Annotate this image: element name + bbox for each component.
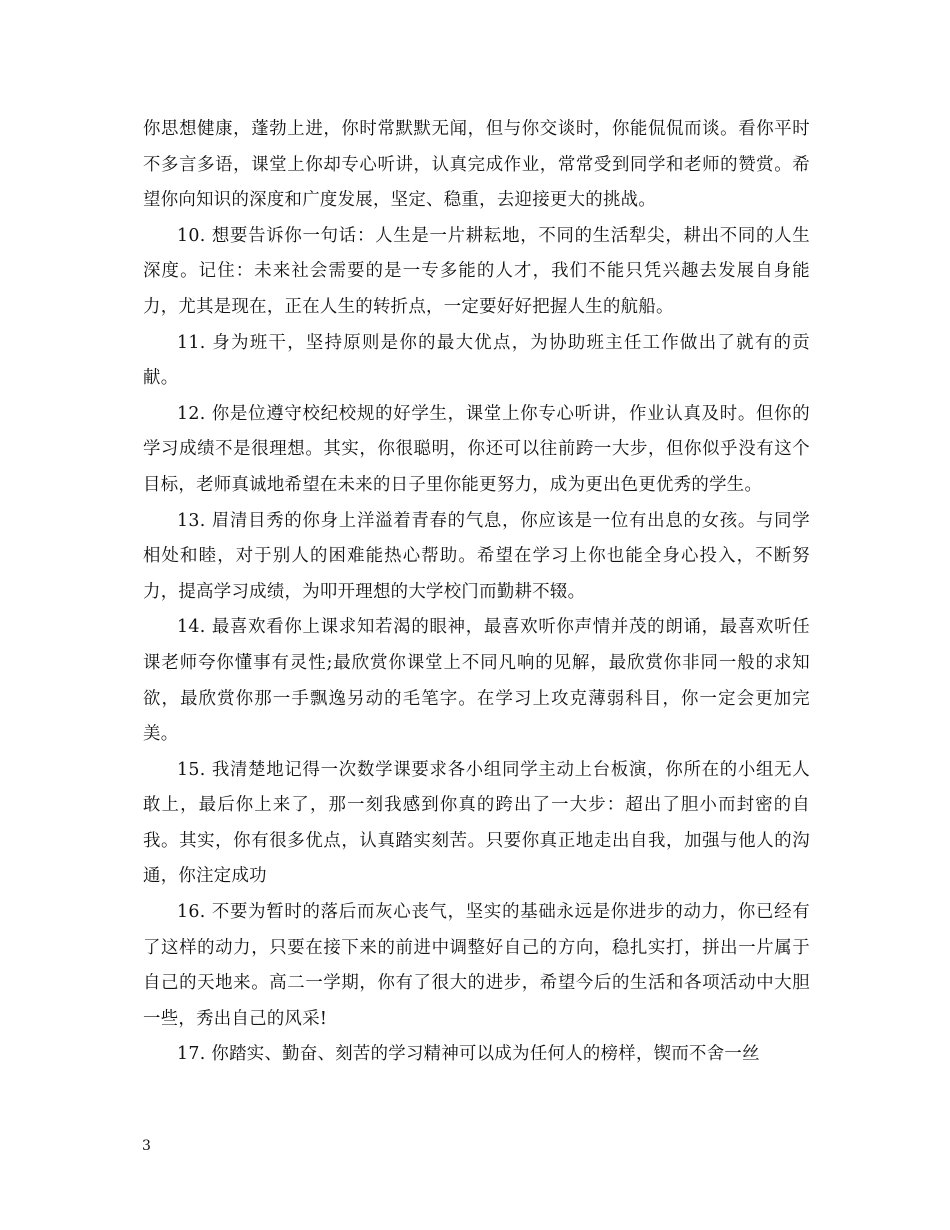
page-number: 3 [142,1138,151,1154]
paragraph-14: 14. 最喜欢看你上课求知若渴的眼神，最喜欢听你声情并茂的朗诵，最喜欢听任课老师夸你懂事有灵性;最欣赏你课堂上不同凡响的见解，最欣赏你非同一般的求知欲，最欣赏你那一手飘逸另动的毛笔字。在学习上攻克薄弱科目，你一定会更加完美。 [143,617,810,745]
paragraph-11: 11. 身为班干，坚持原则是你的最大优点，为协助班主任工作做出了就有的贡献。 [143,332,810,389]
paragraph-15: 15. 我清楚地记得一次数学课要求各小组同学主动上台板演，你所在的小组无人敢上，最后你上来了，那一刻我感到你真的跨出了一大步：超出了胆小而封密的自我。其实，你有很多优点，认真踏实刻苦。只要你真正地走出自我，加强与他人的沟通，你注定成功 [143,759,810,887]
body-text [143,112,810,1073]
paragraph-10: 10. 想要告诉你一句话：人生是一片耕耘地，不同的生活犁尖，耕出不同的人生深度。记住：未来社会需要的是一专多能的人才，我们不能只凭兴趣去发展自身能力，尤其是现在，正在人生的转折点，一定要好好把握人生的航船。 [143,225,810,317]
paragraph-13: 13. 眉清目秀的你身上洋溢着青春的气息，你应该是一位有出息的女孩。与同学相处和睦，对于别人的困难能热心帮助。希望在学习上你也能全身心投入，不断努力，提高学习成绩，为叩开理想的大学校门而勤耕不辍。 [143,510,810,602]
paragraph-12: 12. 你是位遵守校纪校规的好学生，课堂上你专心听讲，作业认真及时。但你的学习成绩不是很理想。其实，你很聪明，你还可以往前跨一大步，但你似乎没有这个目标，老师真诚地希望在未来的日子里你能更努力，成为更出色更优秀的学生。 [143,403,810,495]
paragraph-16: 16. 不要为暂时的落后而灰心丧气，坚实的基础永远是你进步的动力，你已经有了这样的动力，只要在接下来的前进中调整好自己的方向，稳扎实打，拼出一片属于自己的天地来。高二一学期，你有了很大的进步，希望今后的生活和各项活动中大胆一些，秀出自己的风采! [143,902,810,1029]
paragraph-intro: 你思想健康，蓬勃上进，你时常默默无闻，但与你交谈时，你能侃侃而谈。看你平时不多言多语，课堂上你却专心听讲，认真完成作业，常常受到同学和老师的赞赏。希望你向知识的深度和广度发展，坚定、稳重，去迎接更大的挑战。 [143,119,810,211]
paragraph-17: 17. 你踏实、勤奋、刻苦的学习精神可以成为任何人的榜样，锲而不舍一丝 [177,1044,760,1065]
